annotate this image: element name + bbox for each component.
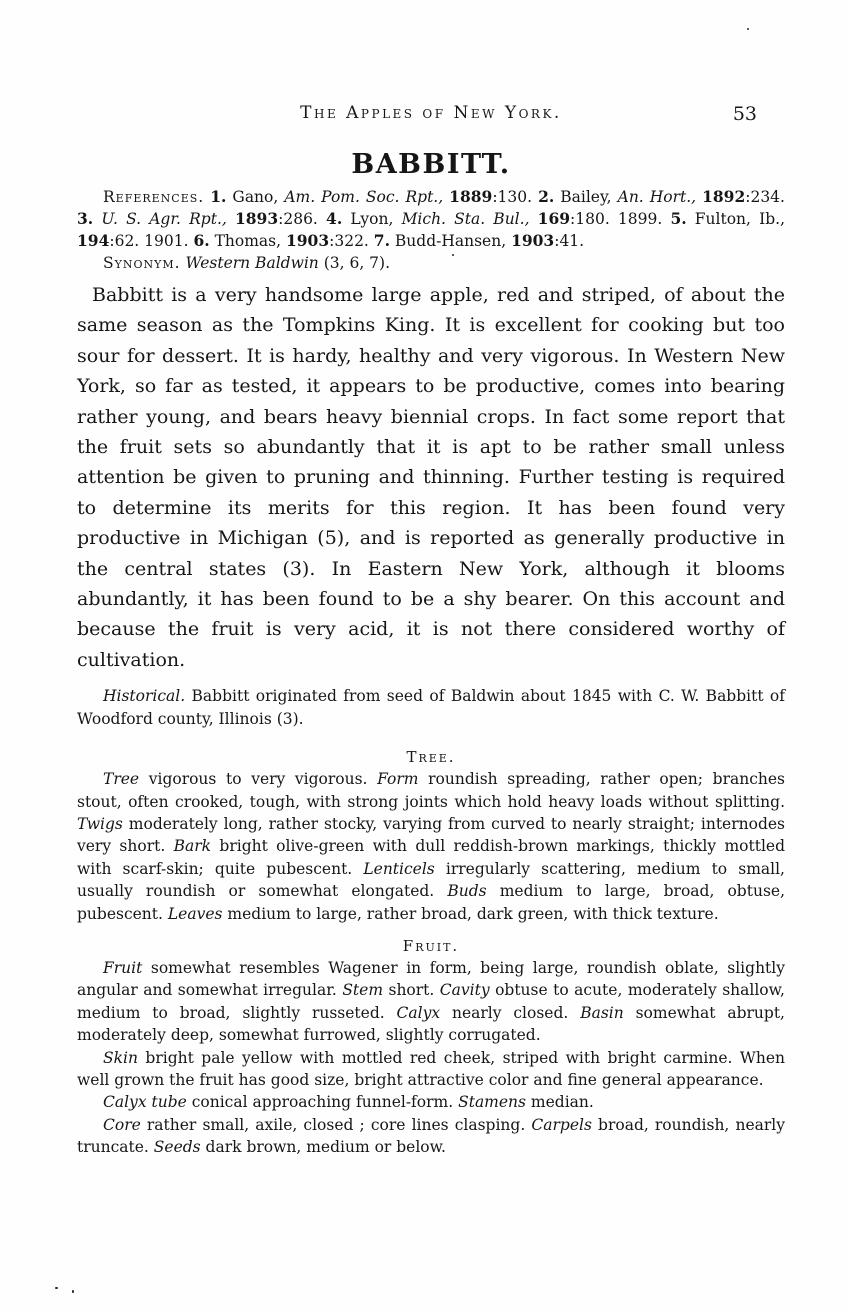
calyx-tube-paragraph: Calyx tube conical approaching funnel-form. Stamens median. bbox=[103, 1093, 594, 1112]
running-header-text: The Apples of New York. bbox=[300, 103, 562, 123]
scan-speck bbox=[452, 254, 454, 256]
scan-speck bbox=[72, 1290, 74, 1293]
description-paragraph: Babbitt is a very handsome large apple, red and striped, of about the same season as the Tompkins King. It is excellent for cooking but too sour for dessert. It is hardy, healthy and very vigorous. In Western New York, so far as tested, it appears to be productive, comes into bearing rather young, and bears heavy biennial crops. In fact some report that the fruit sets so abundantly that it is apt to be rather small unless attention be given to pruning and thinning. Further testing is required to determine its merits for this region. It has been found very productive in Michigan (5), and is reported as generally productive in the central states (3). In Eastern New York, although it blooms abundantly, it has been found to be a shy bearer. On this account and because the fruit is very acid, it is not there considered worthy of cultivation. bbox=[77, 284, 785, 671]
section-heading-fruit: Fruit. bbox=[402, 936, 460, 955]
fruit-paragraph: Fruit somewhat resembles Wagener in form, being large, roundish oblate, slightly angular and somewhat irregular. Stem short. Cavity obtuse to acute, moderately shallow, medium to broad, slightly russeted. Calyx nearly closed. Basin somewhat abrupt, moderately deep, somewhat furrowed, slightly corrugated. bbox=[77, 958, 785, 1045]
variety-title: BABBITT. bbox=[351, 149, 511, 180]
page-number: 53 bbox=[732, 103, 757, 125]
scan-speck bbox=[747, 28, 749, 30]
historical-paragraph: Historical. Babbitt originated from seed of Baldwin about 1845 with C. W. Babbitt of Woodford county, Illinois (3). bbox=[77, 687, 785, 728]
scan-speck bbox=[55, 1287, 58, 1289]
section-heading-tree: Tree. bbox=[406, 748, 456, 767]
synonym-line: Synonym. Western Baldwin (3, 6, 7). bbox=[103, 254, 391, 272]
skin-paragraph: Skin bright pale yellow with mottled red cheek, striped with bright carmine. When well grown the fruit has good size, bright attractive color and fine general appearance. bbox=[77, 1048, 785, 1089]
tree-paragraph: Tree vigorous to very vigorous. Form roundish spreading, rather open; branches stout, often crooked, tough, with strong joints which hold heavy loads without splitting. Twigs moderately long, rather stocky, varying from curved to nearly straight; internodes very short. Bark bright olive-green with dull reddish-brown markings, thickly mottled with scarf-skin; quite pubescent. Lenticels irregularly scattering, medium to small, usually roundish or somewhat elongated. Buds medium to large, broad, obtuse, pubescent. Leaves medium to large, rather broad, dark green, with thick texture. bbox=[77, 770, 785, 923]
core-paragraph: Core rather small, axile, closed ; core lines clasping. Carpels broad, roundish, nearly truncate. Seeds dark brown, medium or below. bbox=[77, 1115, 785, 1157]
running-header bbox=[77, 102, 785, 124]
references-paragraph: References. 1. Gano, Am. Pom. Soc. Rpt., 1889:130. 2. Bailey, An. Hort., 1892:234. 3. U. S. Agr. Rpt., 1893:286. 4. Lyon, Mich. Sta. Bul., 169:180. 1899. 5. Fulton, Ib., 194:62. 1901. 6. Thomas, 1903:322. 7. Budd-Hansen, 1903:41. bbox=[77, 187, 786, 250]
